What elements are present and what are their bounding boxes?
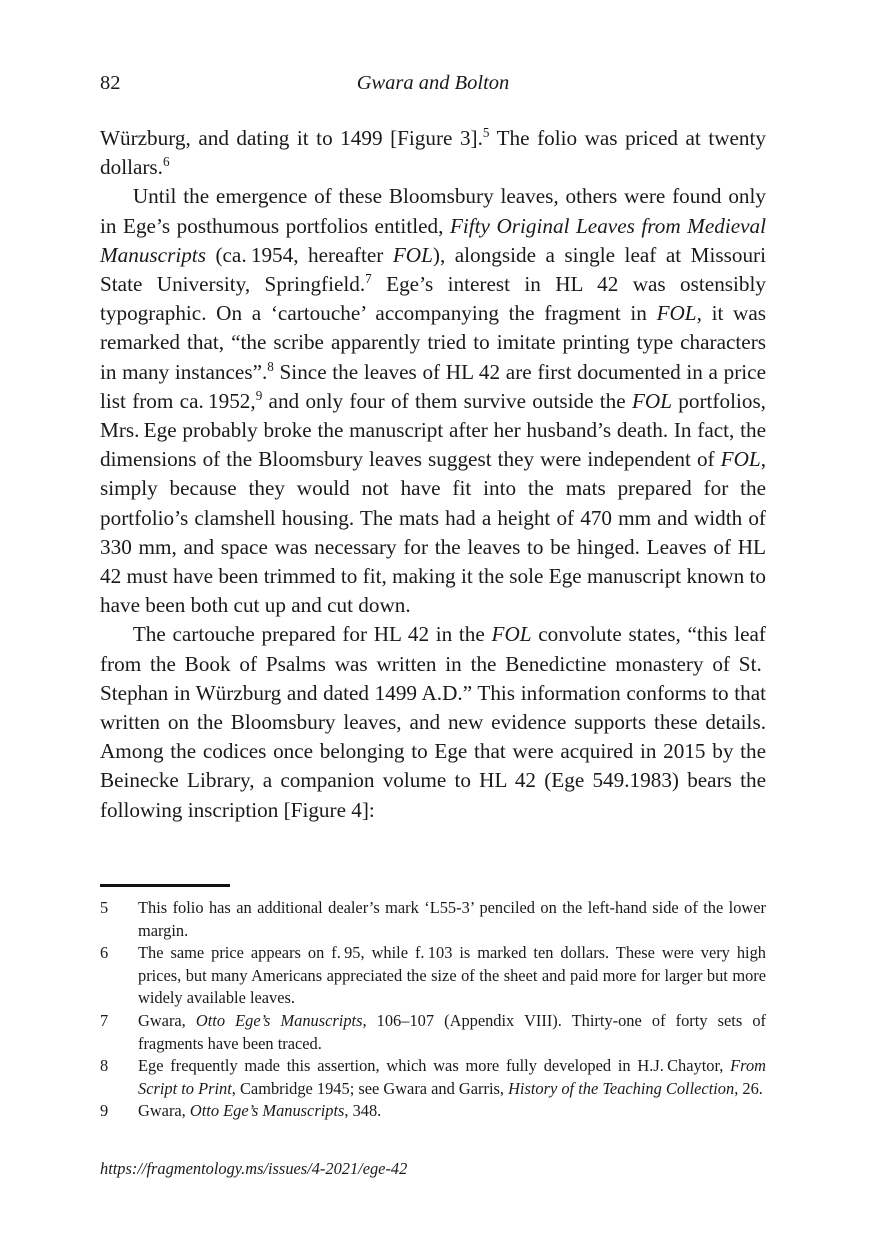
footnote-item-7 [100, 1010, 766, 1055]
footnote-text-5: This folio has an additional dealer’s mark ‘L55-3’ penciled on the left-hand side of the lower margin. [138, 898, 766, 940]
fn7-prefix: Gwara, [138, 1010, 196, 1030]
footnote-text-6: The same price appears on f. 95, while f. 103 is marked ten dollars. These were very high prices, but many Americans appreciated the size of the sheet and paid more for larger but more widely available leaves. [138, 943, 766, 1008]
p2-text-f: Since the leaves of HL 42 are first documented in a price list from ca. 1952, [100, 359, 766, 413]
p2-text-c: ), alongside a single leaf at Missouri State University, Springfield. [100, 242, 766, 297]
footnote-text-7 [138, 1010, 766, 1055]
paragraph-2 [100, 182, 766, 620]
fn8-work-title-1: From Script to Print [138, 1056, 766, 1098]
footnotes-list [100, 897, 766, 1123]
p2-text-a: Until the emergence of these Bloomsbury leaves, others were found only in Ege’s posthumous portfolios entitled, [100, 184, 766, 238]
p1-text-a: Würzburg, and dating it to 1499 [Figure 3]. [100, 126, 483, 150]
work-title-fifty-original-leaves: Fifty Original Leaves from Medieval Manuscripts [100, 213, 767, 267]
p3-text-b: convolute states, “this leaf from the Book of Psalms was written in the Benedictine monastery of St. Stephan in Würzburg and dated 1499 A.D.” This information conforms to that written on the Bloomsbury leaves, and new evidence supports these details. Among the codices once belonging to Ege that were acquired in 2015 by the Beinecke Library, a companion volume to HL 42 (Ege 549.1983) bears the following inscription [Figure 4]: [100, 622, 766, 822]
p2-text-h: portfolios, Mrs. Ege probably broke the manuscript after her husband’s death. In fact, the dimensions of the Bloomsbury leaves suggest they were independent of [100, 388, 766, 472]
p1-text-b: The folio was priced at twenty dollars. [100, 126, 766, 180]
page-number: 82 [100, 72, 121, 94]
fn8-work-title-2: History of the Teaching Collection [508, 1078, 735, 1098]
p2-text-d: Ege’s interest in HL 42 was ostensibly typographic. On a ‘cartouche’ accompanying the fragment in [100, 272, 766, 326]
fn7-suffix: , 106–107 (Appendix VIII). Thirty-one of forty sets of fragments have been traced. [138, 1010, 766, 1053]
footnote-number-5: 5 [100, 898, 109, 917]
footer-url[interactable]: https://fragmentology.ms/issues/4-2021/ege-42 [100, 1159, 408, 1178]
work-title-fol-2: FOL [656, 301, 697, 326]
footnote-ref-8[interactable]: 8 [267, 358, 274, 374]
footnote-item-8 [100, 1055, 766, 1100]
footnote-number-7: 7 [100, 1010, 109, 1030]
footnote-text-9 [138, 1100, 766, 1123]
footnote-ref-9[interactable]: 9 [255, 387, 263, 403]
paragraph-3 [100, 620, 766, 824]
fn8-middle: , Cambridge 1945; see Gwara and Garris, [231, 1078, 509, 1098]
fn9-suffix: , 348. [344, 1101, 382, 1121]
footnote-number-9: 9 [100, 1101, 109, 1121]
running-head [100, 68, 766, 98]
paragraph-1 [100, 124, 766, 182]
p3-text-a: The cartouche prepared for HL 42 in the [132, 622, 492, 647]
fn8-prefix: Ege frequently made this assertion, which was more fully developed in H.J. Chaytor, [138, 1056, 731, 1076]
footnote-separator-rule [100, 884, 230, 887]
p2-text-b: (ca. 1954, hereafter [205, 242, 393, 267]
footnote-item-9 [100, 1100, 766, 1123]
footnote-item-6 [100, 942, 766, 1010]
footnote-ref-7[interactable]: 7 [365, 270, 372, 286]
fn8-suffix: , 26. [734, 1078, 763, 1098]
p2-text-e: , it was remarked that, “the scribe apparently tried to imitate printing type characters in many instances”. [100, 301, 766, 384]
footnote-text-8 [138, 1055, 766, 1100]
footnote-ref-5[interactable]: 5 [482, 124, 490, 140]
footnote-item-5 [100, 897, 766, 942]
footnote-number-8: 8 [100, 1056, 109, 1076]
footnote-number-6: 6 [100, 943, 109, 963]
work-title-fol-5: FOL [491, 622, 532, 647]
fn9-prefix: Gwara, [138, 1101, 190, 1121]
body-text [100, 124, 766, 825]
work-title-fol-4: FOL [720, 447, 761, 472]
running-title: Gwara and Bolton [356, 72, 510, 94]
page-body [100, 0, 766, 1240]
p2-text-g: and only four of them survive outside the [262, 388, 632, 413]
fn9-work-title: Otto Ege’s Manuscripts [189, 1101, 345, 1121]
work-title-fol-3: FOL [631, 388, 672, 413]
footnote-ref-6[interactable]: 6 [162, 154, 170, 170]
fn7-work-title: Otto Ege’s Manuscripts [195, 1010, 363, 1030]
p2-text-i: , simply because they would not have fit into the mats prepared for the portfolio’s clamshell housing. The mats had a height of 470 mm and width of 330 mm, and space was necessary for the leaves to be hinged. Leaves of HL 42 must have been trimmed to fit, making it the sole Ege manuscript known to have been both cut up and cut down. [100, 447, 766, 618]
work-title-fol-1: FOL [392, 242, 433, 267]
